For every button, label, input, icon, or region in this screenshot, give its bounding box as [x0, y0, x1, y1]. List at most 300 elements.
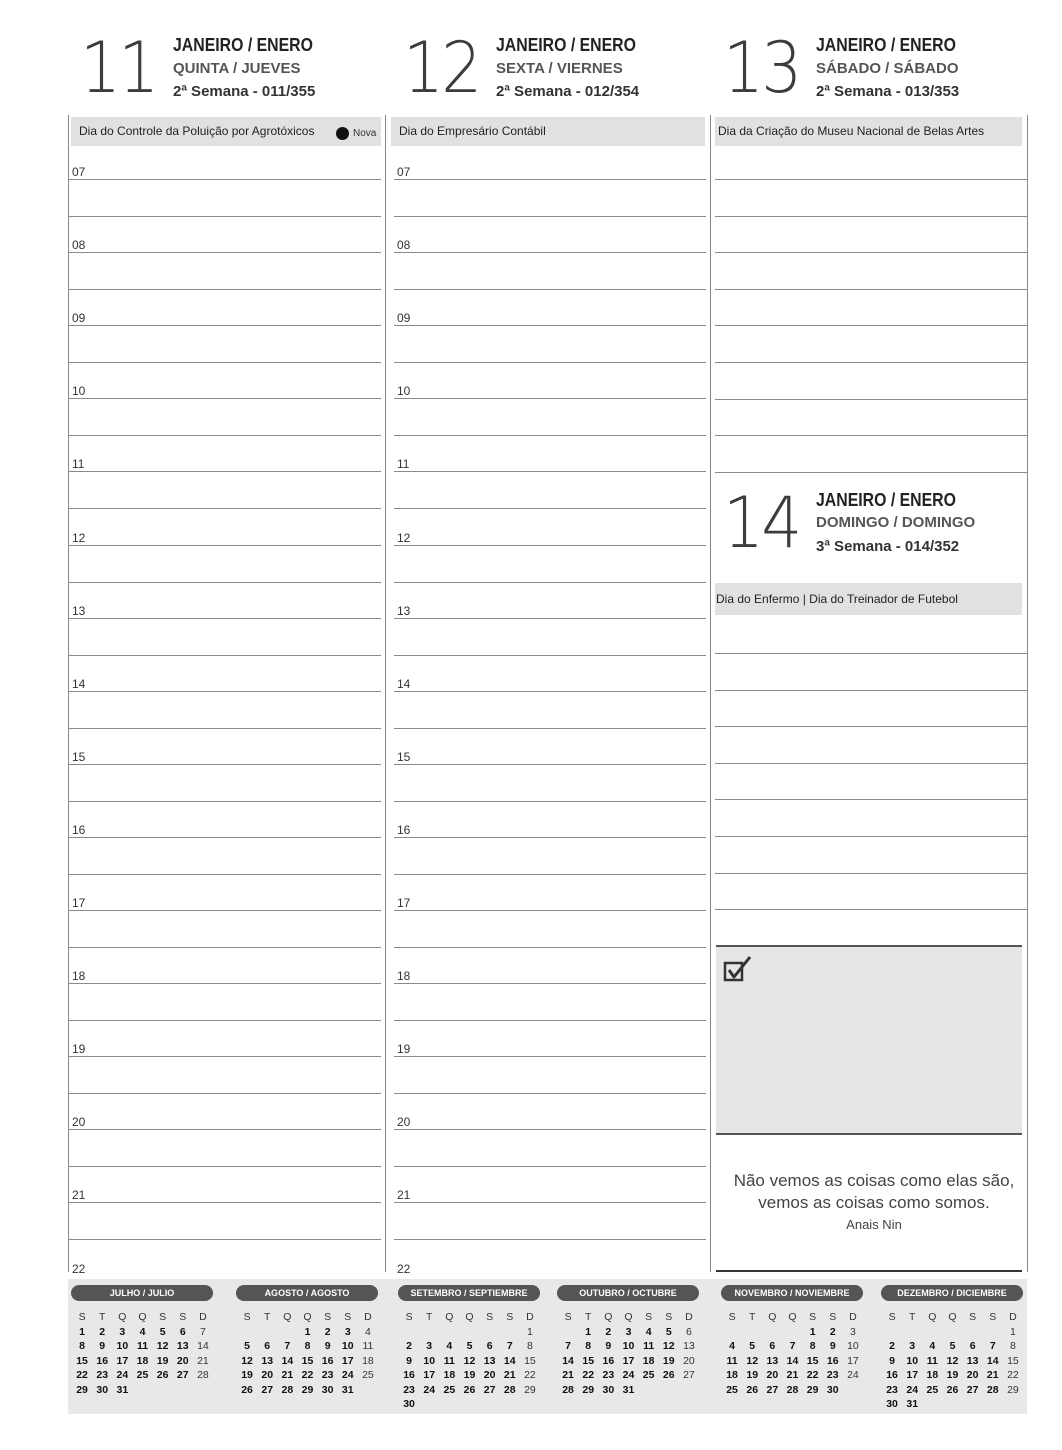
calendar-day[interactable]: 17 [116, 1354, 129, 1367]
half-hour-line[interactable] [69, 1239, 381, 1240]
calendar-day[interactable]: 15 [76, 1354, 88, 1367]
calendar-day[interactable]: 22 [1007, 1369, 1019, 1381]
calendar-day[interactable]: 22 [76, 1369, 88, 1381]
calendar-day[interactable]: 3 [426, 1340, 433, 1352]
calendar-day[interactable]: 15 [582, 1354, 595, 1367]
calendar-day[interactable]: 28 [503, 1383, 516, 1396]
calendar-day[interactable]: 11 [643, 1340, 655, 1352]
hour-line[interactable] [69, 983, 381, 984]
calendar-day[interactable]: 15 [806, 1354, 819, 1367]
day-week: 2ª Semana - 012/354 [496, 83, 640, 100]
calendar-day[interactable]: 8 [527, 1340, 533, 1352]
calendar-day [132, 1383, 152, 1398]
calendar-day[interactable]: 22 [806, 1369, 819, 1381]
calendar-day[interactable]: 27 [766, 1383, 779, 1396]
calendar-day[interactable]: 31 [341, 1383, 354, 1396]
holiday-text: Dia da Criação do Museu Nacional de Belas Artes [718, 124, 985, 138]
calendar-day[interactable]: 27 [483, 1383, 496, 1396]
half-hour-line[interactable] [394, 289, 706, 290]
calendar-day[interactable]: 22 [582, 1369, 595, 1381]
hour-line[interactable] [394, 545, 706, 546]
calendar-day[interactable]: 1 [809, 1325, 816, 1338]
calendar-day[interactable]: 5 [665, 1325, 672, 1338]
calendar-day[interactable]: 7 [789, 1340, 796, 1352]
calendar-day[interactable]: 28 [986, 1383, 999, 1396]
calendar-day[interactable]: 22 [301, 1369, 314, 1381]
calendar-day[interactable]: 8 [304, 1340, 311, 1352]
calendar-day[interactable]: 7 [989, 1340, 996, 1352]
calendar-day[interactable]: 4 [139, 1325, 146, 1338]
calendar-day[interactable]: 23 [602, 1369, 615, 1381]
holiday-banner-14 [715, 583, 1022, 615]
writing-line[interactable] [715, 216, 1027, 217]
calendar-day [358, 1383, 378, 1398]
calendar-day[interactable]: 27 [176, 1369, 189, 1381]
calendar-day[interactable]: 31 [116, 1383, 129, 1396]
hour-line[interactable] [69, 252, 381, 253]
calendar-day[interactable]: 23 [403, 1383, 415, 1396]
calendar-day[interactable]: 26 [662, 1369, 675, 1381]
calendar-day[interactable]: 21 [197, 1354, 209, 1367]
calendar-day[interactable]: 10 [341, 1340, 354, 1352]
mini-calendar-title: SETEMBRO / SEPTIEMBRE [398, 1285, 540, 1301]
calendar-day[interactable]: 29 [76, 1383, 88, 1396]
hour-line[interactable] [394, 837, 706, 838]
calendar-day[interactable]: 1 [304, 1325, 311, 1338]
calendar-day[interactable]: 27 [683, 1369, 695, 1381]
calendar-day[interactable]: 16 [96, 1354, 109, 1367]
calendar-day[interactable]: 23 [886, 1383, 898, 1396]
half-hour-line[interactable] [394, 1020, 706, 1021]
calendar-day[interactable]: 22 [524, 1369, 536, 1381]
writing-line[interactable] [715, 362, 1027, 363]
calendar-day[interactable]: 1 [1010, 1325, 1016, 1338]
calendar-day[interactable]: 10 [847, 1340, 859, 1352]
calendar-day[interactable]: 15 [1007, 1354, 1019, 1367]
calendar-day[interactable]: 19 [946, 1369, 959, 1381]
calendar-day[interactable]: 3 [344, 1325, 351, 1338]
hour-line[interactable] [394, 1129, 706, 1130]
calendar-day[interactable]: 10 [906, 1354, 919, 1367]
calendar-day[interactable]: 13 [176, 1340, 189, 1352]
calendar-day[interactable]: 5 [949, 1340, 956, 1352]
calendar-day[interactable]: 12 [241, 1354, 253, 1367]
calendar-day[interactable]: 10 [423, 1354, 436, 1367]
calendar-day [722, 1325, 742, 1340]
calendar-day[interactable]: 10 [622, 1340, 635, 1352]
writing-line[interactable] [715, 252, 1027, 253]
calendar-day[interactable]: 19 [241, 1369, 253, 1381]
calendar-day[interactable]: 9 [829, 1340, 836, 1352]
calendar-day[interactable]: 3 [909, 1340, 916, 1352]
calendar-day[interactable]: 25 [926, 1383, 939, 1396]
writing-line[interactable] [715, 690, 1027, 691]
calendar-day[interactable]: 16 [602, 1354, 615, 1367]
calendar-day[interactable]: 29 [1007, 1383, 1019, 1396]
hour-line[interactable] [69, 1056, 381, 1057]
half-hour-line[interactable] [69, 801, 381, 802]
hour-line[interactable] [69, 837, 381, 838]
calendar-day [882, 1325, 902, 1340]
calendar-day[interactable]: 3 [119, 1325, 126, 1338]
calendar-day[interactable]: 20 [966, 1369, 979, 1381]
holiday-banner-13 [715, 117, 1022, 146]
half-hour-line[interactable] [69, 1166, 381, 1167]
column-border [710, 115, 711, 1272]
weekday-initial: Q [768, 1311, 777, 1323]
calendar-day[interactable]: 5 [244, 1340, 250, 1352]
calendar-day[interactable]: 31 [906, 1398, 919, 1410]
writing-line[interactable] [715, 325, 1027, 326]
writing-line[interactable] [715, 653, 1027, 654]
calendar-day[interactable]: 12 [946, 1354, 959, 1367]
calendar-day[interactable]: 2 [829, 1325, 836, 1338]
calendar-day[interactable]: 25 [136, 1369, 149, 1381]
weekday-initial: S [159, 1311, 167, 1323]
half-hour-line[interactable] [69, 1020, 381, 1021]
calendar-day[interactable]: 18 [926, 1369, 939, 1381]
calendar-day[interactable]: 21 [786, 1369, 799, 1381]
calendar-day[interactable]: 2 [605, 1325, 612, 1338]
calendar-day[interactable]: 17 [847, 1354, 859, 1367]
calendar-day[interactable]: 18 [136, 1354, 149, 1367]
half-hour-line[interactable] [69, 435, 381, 436]
calendar-day[interactable]: 23 [321, 1369, 334, 1381]
calendar-day[interactable]: 11 [726, 1354, 738, 1367]
calendar-day[interactable]: 28 [786, 1383, 799, 1396]
writing-line[interactable] [715, 909, 1027, 910]
calendar-day[interactable]: 14 [786, 1354, 799, 1367]
calendar-day[interactable]: 21 [503, 1369, 516, 1381]
calendar-day[interactable]: 6 [264, 1340, 271, 1352]
weekday-initial: S [989, 1311, 997, 1323]
notes-box[interactable] [716, 945, 1022, 1135]
weekday-initial: S [405, 1311, 413, 1323]
writing-line[interactable] [715, 289, 1027, 290]
calendar-day[interactable]: 17 [622, 1354, 635, 1367]
calendar-day[interactable]: 17 [423, 1369, 436, 1381]
calendar-day[interactable]: 30 [321, 1383, 334, 1396]
calendar-day[interactable]: 16 [886, 1369, 898, 1381]
calendar-day[interactable]: 13 [683, 1340, 695, 1352]
calendar-day[interactable]: 16 [403, 1369, 415, 1381]
calendar-day[interactable]: 7 [565, 1340, 571, 1352]
mini-calendar [881, 1285, 1023, 1412]
half-hour-line[interactable] [394, 435, 706, 436]
calendar-day[interactable]: 26 [241, 1383, 253, 1396]
half-hour-line[interactable] [69, 508, 381, 509]
calendar-day[interactable]: 7 [506, 1340, 513, 1352]
half-hour-line[interactable] [394, 728, 706, 729]
calendar-day[interactable]: 10 [116, 1340, 129, 1352]
weekday-initial: S [809, 1311, 817, 1323]
calendar-day[interactable]: 13 [483, 1354, 496, 1367]
half-hour-line[interactable] [69, 874, 381, 875]
calendar-day[interactable]: 8 [1010, 1340, 1016, 1352]
writing-line[interactable] [715, 726, 1027, 727]
calendar-day[interactable]: 24 [423, 1383, 436, 1396]
calendar-day[interactable]: 6 [686, 1325, 692, 1338]
calendar-day[interactable]: 8 [585, 1340, 592, 1352]
calendar-day[interactable]: 31 [622, 1383, 635, 1396]
hour-line[interactable] [394, 618, 706, 619]
calendar-day[interactable]: 16 [826, 1354, 839, 1367]
calendar-day[interactable]: 9 [605, 1340, 612, 1352]
calendar-day[interactable]: 2 [406, 1340, 412, 1352]
writing-line[interactable] [715, 179, 1027, 180]
mini-calendar-title: JULHO / JULIO [71, 1285, 213, 1301]
calendar-day[interactable]: 26 [463, 1383, 476, 1396]
calendar-day [480, 1325, 500, 1340]
calendar-day[interactable]: 9 [99, 1340, 106, 1352]
calendar-day[interactable]: 30 [886, 1398, 898, 1410]
calendar-day[interactable]: 24 [116, 1369, 129, 1381]
calendar-day[interactable]: 18 [443, 1369, 456, 1381]
writing-line[interactable] [715, 435, 1027, 436]
weekday-initial: Q [928, 1311, 937, 1323]
calendar-day[interactable]: 20 [261, 1369, 274, 1381]
calendar-day[interactable]: 26 [746, 1383, 759, 1396]
day-week: 3ª Semana - 014/352 [816, 538, 960, 555]
half-hour-line[interactable] [394, 874, 706, 875]
calendar-day[interactable]: 26 [946, 1383, 959, 1396]
calendar-day[interactable]: 29 [301, 1383, 314, 1396]
calendar-day[interactable]: 4 [929, 1340, 936, 1352]
calendar-day[interactable]: 28 [562, 1383, 574, 1396]
calendar-day[interactable]: 6 [969, 1340, 976, 1352]
hour-line[interactable] [394, 764, 706, 765]
half-hour-line[interactable] [394, 1239, 706, 1240]
calendar-day[interactable]: 27 [966, 1383, 979, 1396]
hour-line[interactable] [394, 179, 706, 180]
day-month: JANEIRO / ENERO [173, 35, 313, 55]
calendar-day[interactable]: 11 [136, 1340, 149, 1352]
calendar-day[interactable]: 6 [179, 1325, 186, 1338]
weekday-initial: Q [118, 1311, 127, 1323]
half-hour-line[interactable] [69, 216, 381, 217]
half-hour-line[interactable] [394, 1166, 706, 1167]
calendar-day [963, 1325, 983, 1340]
calendar-day[interactable]: 20 [766, 1369, 779, 1381]
calendar-day[interactable]: 29 [806, 1383, 819, 1396]
calendar-day[interactable]: 24 [341, 1369, 354, 1381]
calendar-day[interactable]: 25 [362, 1369, 374, 1381]
calendar-day[interactable]: 8 [79, 1340, 85, 1352]
calendar-day[interactable]: 23 [826, 1369, 839, 1381]
calendar-day[interactable]: 17 [341, 1354, 354, 1367]
hour-line[interactable] [394, 325, 706, 326]
calendar-day[interactable]: 11 [926, 1354, 938, 1367]
calendar-day[interactable]: 25 [443, 1383, 456, 1396]
calendar-day[interactable]: 11 [362, 1340, 374, 1352]
half-hour-line[interactable] [69, 728, 381, 729]
calendar-day[interactable]: 27 [261, 1383, 274, 1396]
hour-line[interactable] [394, 1202, 706, 1203]
calendar-day[interactable]: 19 [746, 1369, 759, 1381]
hour-line[interactable] [69, 471, 381, 472]
calendar-day[interactable]: 13 [766, 1354, 779, 1367]
calendar-day[interactable]: 25 [642, 1369, 655, 1381]
calendar-day[interactable]: 14 [503, 1354, 516, 1367]
half-hour-line[interactable] [394, 947, 706, 948]
calendar-day [679, 1383, 699, 1398]
writing-line[interactable] [715, 799, 1027, 800]
half-hour-line[interactable] [394, 582, 706, 583]
calendar-day[interactable]: 28 [197, 1369, 209, 1381]
calendar-day[interactable]: 1 [585, 1325, 592, 1338]
calendar-day[interactable]: 12 [746, 1354, 759, 1367]
half-hour-line[interactable] [69, 362, 381, 363]
calendar-day[interactable]: 14 [281, 1354, 294, 1367]
calendar-day[interactable]: 9 [324, 1340, 331, 1352]
calendar-day[interactable]: 2 [889, 1340, 895, 1352]
hour-line[interactable] [69, 545, 381, 546]
calendar-day[interactable]: 5 [159, 1325, 166, 1338]
calendar-day[interactable]: 30 [403, 1398, 415, 1410]
half-hour-line[interactable] [69, 947, 381, 948]
calendar-day[interactable]: 12 [662, 1340, 675, 1352]
hour-line[interactable] [394, 691, 706, 692]
calendar-day[interactable]: 29 [582, 1383, 595, 1396]
calendar-day[interactable]: 14 [986, 1354, 999, 1367]
calendar-day[interactable]: 17 [906, 1369, 919, 1381]
calendar-day[interactable]: 4 [446, 1340, 453, 1352]
calendar-day[interactable]: 30 [96, 1383, 109, 1396]
calendar-day[interactable]: 2 [99, 1325, 106, 1338]
mini-calendar-title: AGOSTO / AGOSTO [236, 1285, 378, 1301]
checkbox-check-icon [723, 955, 753, 985]
calendar-day[interactable]: 24 [906, 1383, 919, 1396]
calendar-day[interactable]: 24 [622, 1369, 635, 1381]
half-hour-line[interactable] [394, 362, 706, 363]
calendar-day[interactable]: 14 [562, 1354, 574, 1367]
half-hour-line[interactable] [69, 289, 381, 290]
weekday-initial: T [909, 1311, 916, 1323]
calendar-day[interactable]: 24 [847, 1369, 859, 1381]
calendar-day[interactable]: 4 [729, 1340, 735, 1352]
hour-line[interactable] [394, 471, 706, 472]
calendar-day[interactable]: 1 [527, 1325, 533, 1338]
calendar-day[interactable]: 9 [406, 1354, 412, 1367]
calendar-day[interactable]: 15 [524, 1354, 536, 1367]
hour-line[interactable] [69, 1129, 381, 1130]
half-hour-line[interactable] [69, 582, 381, 583]
calendar-day [500, 1325, 520, 1340]
writing-line[interactable] [715, 472, 1027, 473]
calendar-day[interactable]: 18 [642, 1354, 655, 1367]
calendar-day[interactable]: 18 [726, 1369, 738, 1381]
writing-line[interactable] [715, 873, 1027, 874]
calendar-day[interactable]: 25 [726, 1383, 738, 1396]
calendar-day[interactable]: 30 [826, 1383, 839, 1396]
half-hour-line[interactable] [394, 508, 706, 509]
calendar-day[interactable]: 5 [749, 1340, 756, 1352]
calendar-day[interactable]: 21 [281, 1369, 294, 1381]
calendar-day[interactable]: 20 [176, 1354, 189, 1367]
calendar-day[interactable]: 29 [524, 1383, 536, 1396]
calendar-day[interactable]: 20 [483, 1369, 496, 1381]
writing-line[interactable] [715, 763, 1027, 764]
calendar-day[interactable]: 13 [966, 1354, 979, 1367]
calendar-day[interactable]: 2 [324, 1325, 331, 1338]
calendar-day[interactable]: 5 [466, 1340, 473, 1352]
half-hour-line[interactable] [69, 655, 381, 656]
hour-line[interactable] [69, 764, 381, 765]
half-hour-line[interactable] [394, 655, 706, 656]
hour-line[interactable] [69, 691, 381, 692]
calendar-day [399, 1325, 419, 1340]
day-week: 2ª Semana - 011/355 [173, 83, 316, 100]
hour-line[interactable] [69, 179, 381, 180]
half-hour-line[interactable] [394, 1093, 706, 1094]
hour-line[interactable] [69, 398, 381, 399]
calendar-day[interactable]: 26 [156, 1369, 169, 1381]
weekday-initial: T [264, 1311, 271, 1323]
calendar-day[interactable]: 6 [486, 1340, 493, 1352]
hour-line[interactable] [69, 618, 381, 619]
calendar-day[interactable]: 15 [301, 1354, 314, 1367]
calendar-day[interactable]: 3 [625, 1325, 632, 1338]
hour-line[interactable] [69, 325, 381, 326]
hour-line[interactable] [394, 910, 706, 911]
calendar-day[interactable]: 16 [321, 1354, 334, 1367]
writing-line[interactable] [715, 399, 1027, 400]
hour-label: 07 [72, 165, 86, 179]
hour-line[interactable] [394, 252, 706, 253]
hour-line[interactable] [394, 398, 706, 399]
calendar-day[interactable]: 28 [281, 1383, 294, 1396]
calendar-day[interactable]: 9 [889, 1354, 895, 1367]
half-hour-line[interactable] [394, 801, 706, 802]
calendar-day[interactable]: 7 [284, 1340, 291, 1352]
calendar-day[interactable]: 12 [463, 1354, 476, 1367]
calendar-day [237, 1325, 257, 1340]
calendar-day[interactable]: 11 [443, 1354, 455, 1367]
calendar-day[interactable]: 23 [96, 1369, 109, 1381]
calendar-day[interactable]: 21 [562, 1369, 574, 1381]
calendar-day[interactable]: 13 [261, 1354, 274, 1367]
calendar-day[interactable]: 4 [645, 1325, 652, 1338]
calendar-day[interactable]: 14 [197, 1340, 209, 1352]
hour-label: 08 [397, 238, 411, 252]
calendar-day[interactable]: 19 [463, 1369, 476, 1381]
weekday-initial: S [243, 1311, 251, 1323]
calendar-day[interactable]: 30 [602, 1383, 615, 1396]
calendar-day[interactable]: 4 [365, 1325, 371, 1338]
hour-label: 09 [397, 311, 411, 325]
calendar-day[interactable]: 21 [986, 1369, 999, 1381]
calendar-day[interactable]: 8 [809, 1340, 816, 1352]
calendar-day[interactable]: 18 [362, 1354, 374, 1367]
hour-line[interactable] [394, 1056, 706, 1057]
calendar-day[interactable]: 19 [156, 1354, 169, 1367]
hour-line[interactable] [69, 910, 381, 911]
calendar-day[interactable]: 7 [200, 1325, 206, 1338]
writing-line[interactable] [715, 836, 1027, 837]
calendar-day[interactable]: 19 [662, 1354, 675, 1367]
calendar-day[interactable]: 3 [850, 1325, 856, 1338]
half-hour-line[interactable] [394, 216, 706, 217]
hour-line[interactable] [394, 983, 706, 984]
half-hour-line[interactable] [69, 1093, 381, 1094]
calendar-day[interactable]: 6 [769, 1340, 776, 1352]
calendar-day[interactable]: 12 [156, 1340, 169, 1352]
holiday-text: Dia do Enfermo | Dia do Treinador de Futebol [716, 592, 958, 606]
calendar-day[interactable]: 1 [79, 1325, 85, 1338]
calendar-day [742, 1325, 762, 1340]
hour-line[interactable] [69, 1202, 381, 1203]
calendar-day[interactable]: 20 [683, 1354, 695, 1367]
